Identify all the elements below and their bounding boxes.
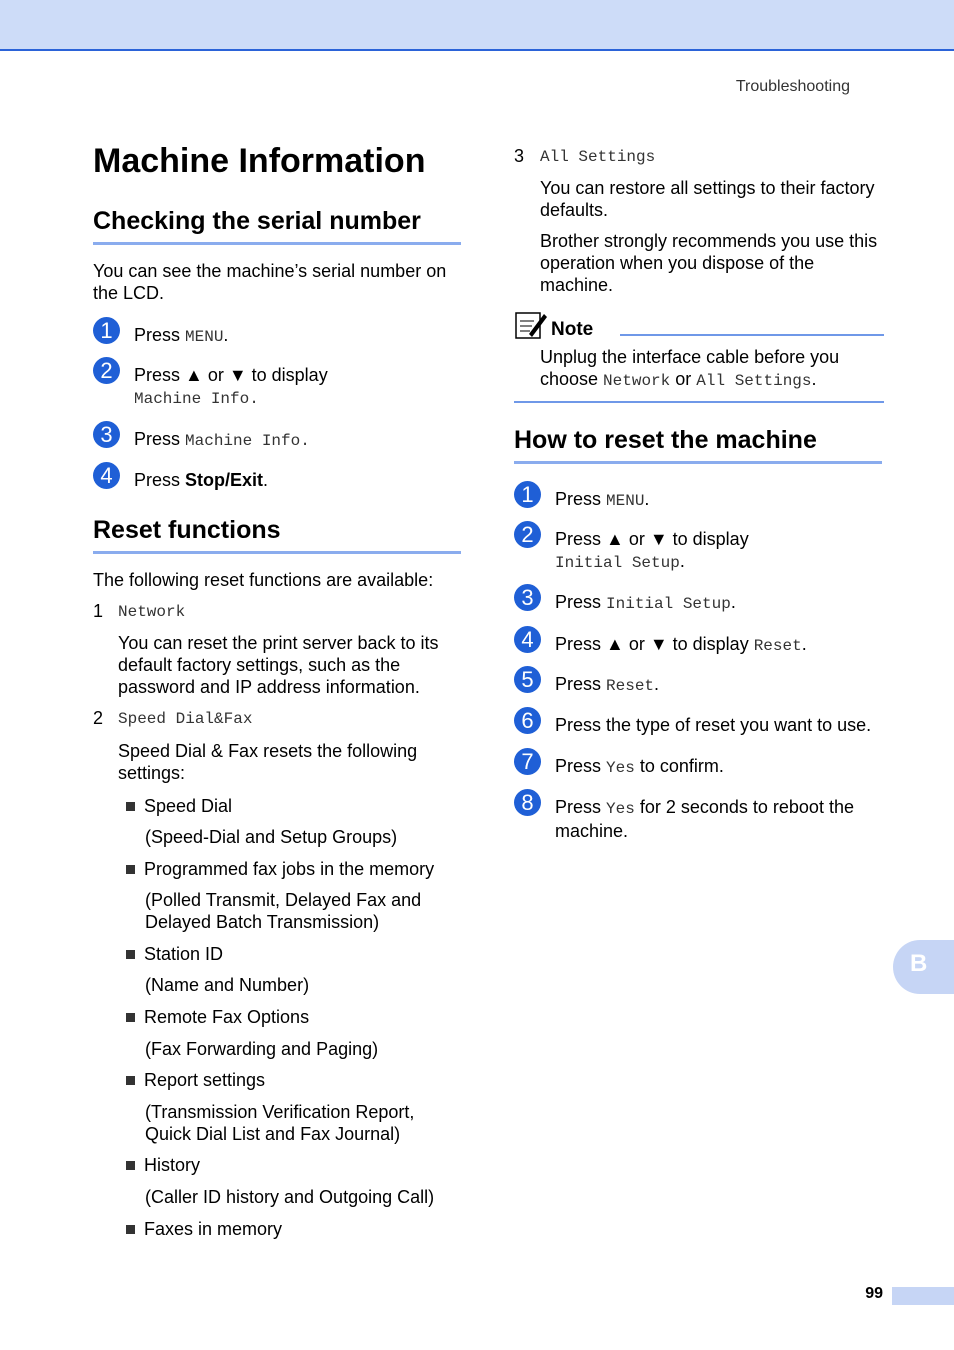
bullet-item: Remote Fax Options — [126, 1006, 463, 1028]
bullet-detail: (Fax Forwarding and Paging) — [145, 1039, 379, 1059]
chapter-tab: B — [893, 940, 954, 994]
square-bullet-icon — [126, 1013, 135, 1022]
serial-heading: Checking the serial number — [93, 206, 461, 245]
step-number-icon: 7 — [514, 748, 541, 775]
serial-section — [93, 206, 461, 245]
step-number-icon: 3 — [514, 584, 541, 611]
step-number-icon: 1 — [514, 481, 541, 508]
note-bottom-rule — [514, 401, 884, 403]
reset-item-2-desc: Speed Dial & Fax resets the following settings: — [118, 741, 418, 783]
reset-item-3-desc2: Brother strongly recommends you use this operation when you dispose of the machine. — [540, 231, 878, 295]
bullet-detail: (Name and Number) — [145, 975, 310, 995]
bullet-detail: (Caller ID history and Outgoing Call) — [145, 1187, 435, 1207]
bullet-item: Speed Dial — [126, 795, 463, 817]
left-column: Machine Information Checking the serial number You can see the machine’s serial number on the LCD. 1 Press MENU. 2 Press ▲ or ▼ to display Machine Info. 3 Press Machine Info. 4 Press Stop/Exit. Reset functions The following reset functions are available: 1 Network You can reset the print server back to its default factory settings, such as the password and IP address information. 2 Speed Dial&Fax Speed Dial & Fax resets the following settings: Speed Dial (Speed-Dial and Setup Groups) Programmed fax jobs in the memory (Polled Transmit, Delayed Fax and Delayed Batch Transmission) Station ID (Name and Number) Remote Fax Options (Fax Forwarding and Paging) Report settings (Transmission Verification Report, Quick Dial List and Fax Journal) History (Caller ID history and Outgoing Call) Faxes in memory — [93, 140, 463, 182]
square-bullet-icon — [126, 1076, 135, 1085]
note-pencil-icon — [514, 310, 548, 340]
bullet-detail: (Transmission Verification Report, Quick Dial List and Fax Journal) — [145, 1102, 415, 1144]
page-title: Machine Information — [93, 142, 426, 180]
step-number-icon: 1 — [93, 317, 120, 344]
bullet-item: Report settings — [126, 1069, 463, 1091]
note-top-rule — [620, 334, 884, 336]
reset-item-3-desc: You can restore all settings to their factory defaults. — [540, 178, 875, 220]
bullet-item: Programmed fax jobs in the memory — [126, 858, 463, 880]
step-number-icon: 4 — [514, 626, 541, 653]
note-text: Unplug the interface cable before you choose Network or All Settings. — [540, 347, 840, 390]
bullet-item: Faxes in memory — [126, 1218, 463, 1240]
reset-item-3: 3 All Settings — [514, 146, 656, 166]
square-bullet-icon — [126, 865, 135, 874]
step-number-icon: 2 — [514, 521, 541, 548]
step-number-icon: 8 — [514, 789, 541, 816]
reset-functions-intro: The following reset functions are available: — [93, 570, 434, 590]
reset-functions-section — [93, 515, 461, 554]
square-bullet-icon — [126, 1161, 135, 1170]
header-band — [0, 0, 954, 51]
reset-machine-section — [514, 425, 882, 464]
page-number: 99 — [865, 1285, 883, 1302]
step-number-icon: 3 — [93, 421, 120, 448]
reset-functions-heading: Reset functions — [93, 515, 461, 554]
note-label: Note — [551, 319, 594, 340]
reset-item-2: 2 Speed Dial&Fax — [93, 708, 253, 728]
running-head: Troubleshooting — [735, 78, 850, 95]
bullet-item: Station ID — [126, 943, 463, 965]
step-number-icon: 5 — [514, 666, 541, 693]
page-number-bar — [892, 1287, 954, 1305]
reset-machine-heading: How to reset the machine — [514, 425, 882, 464]
serial-intro: You can see the machine’s serial number on the LCD. — [93, 261, 447, 303]
step-number-icon: 6 — [514, 707, 541, 734]
bullet-detail: (Speed-Dial and Setup Groups) — [145, 827, 398, 847]
step-number-icon: 2 — [93, 357, 120, 384]
step-number-icon: 4 — [93, 462, 120, 489]
reset-item-1: 1 Network — [93, 601, 186, 621]
bullet-item: History — [126, 1154, 463, 1176]
reset-item-1-desc: You can reset the print server back to its default factory settings, such as the password and IP address information. — [118, 633, 439, 697]
square-bullet-icon — [126, 950, 135, 959]
square-bullet-icon — [126, 1225, 135, 1234]
square-bullet-icon — [126, 802, 135, 811]
bullet-detail: (Polled Transmit, Delayed Fax and Delayed Batch Transmission) — [145, 890, 422, 932]
